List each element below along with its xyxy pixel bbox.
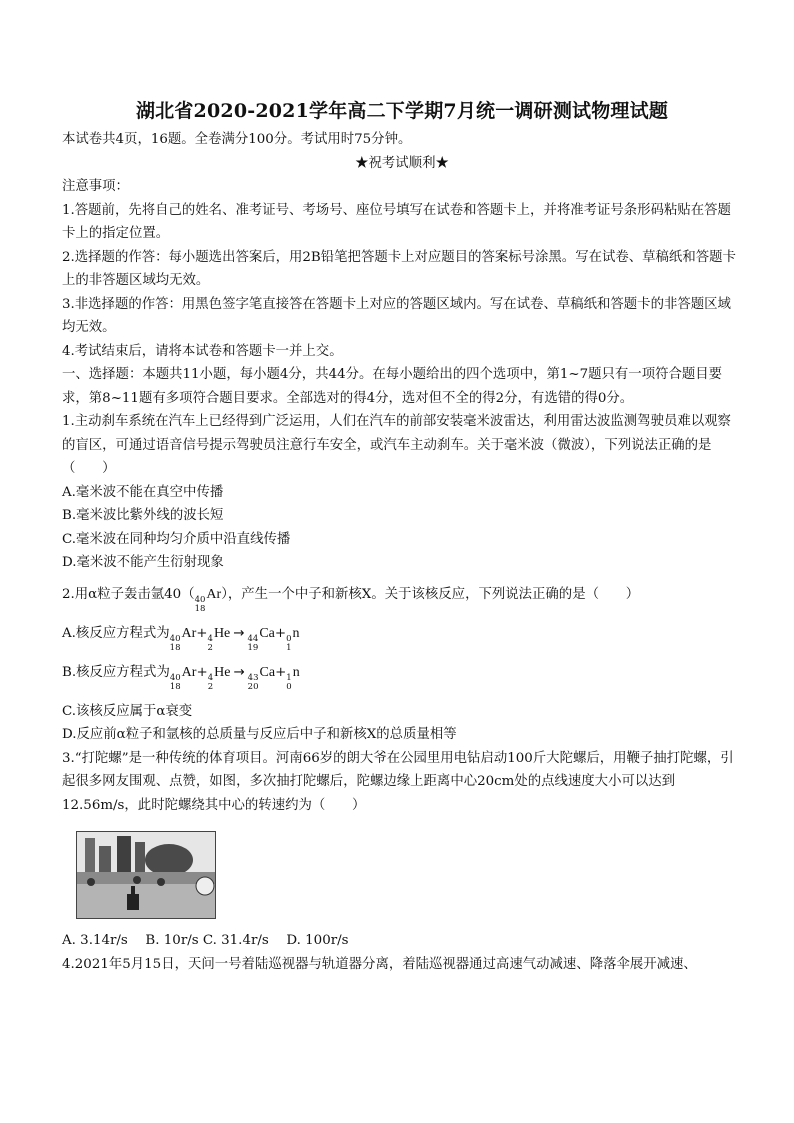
mass-number: 43 [247, 672, 259, 683]
notice-title: 注意事项： [62, 179, 129, 194]
mass-number: 1 [286, 672, 292, 683]
ar-mass: 40 [194, 594, 206, 605]
q2-option-d: D.反应前α粒子和氩核的总质量与反应后中子和新核X的总质量相等 [62, 727, 457, 742]
mass-number: 0 [286, 633, 292, 644]
charge-number: 1 [286, 642, 292, 653]
charge-number: 19 [247, 642, 259, 653]
q2-stem [62, 583, 742, 614]
notice-3: 3.非选择题的作答：用黑色签字笔直接答在答题卡上对应的答题区域内。写在试卷、草稿纸和答题卡的非答题区域均无效。 [62, 296, 731, 335]
q3-options: A. 3.14r/s B. 10r/s C. 31.4r/s D. 100r/s [62, 933, 349, 948]
nuclide-ar [170, 661, 197, 692]
element-symbol: He [213, 625, 231, 641]
photo-illustration [77, 832, 215, 918]
element-symbol: n [292, 664, 300, 680]
nuclide-n [286, 622, 299, 653]
intro-text: 本试卷共4页，16题。全卷满分100分。考试用时75分钟。 [62, 132, 412, 147]
q1-stem: 1.主动刹车系统在汽车上已经得到广泛运用，人们在汽车的前部安装毫米波雷达，利用雷达波监测驾驶员难以观察的盲区，可通过语音信号提示驾驶员注意行车安全，或汽车主动刹车。关于毫米波（微波），下列说法正确的是（ ） [62, 414, 731, 476]
charge-number: 18 [169, 681, 181, 692]
nuclide-ar [170, 622, 197, 653]
charge-number: 2 [207, 642, 213, 653]
spinning-top-photo [76, 831, 216, 919]
q2-b-label: B.核反应方程式为 [62, 664, 170, 680]
charge-number: 0 [286, 681, 292, 692]
nuclide-he [208, 622, 231, 653]
element-symbol: Ca [259, 625, 275, 641]
charge-number: 18 [169, 642, 181, 653]
ar-charge: 18 [194, 603, 206, 614]
nuclide-ar [195, 583, 222, 614]
mass-number: 4 [207, 633, 213, 644]
q2-option-b [62, 661, 742, 692]
mass-number: 4 [207, 672, 214, 683]
q2-stem-pre: 2.用α粒子轰击氩40（ [62, 586, 195, 602]
notice-2: 2.选择题的作答：每小题选出答案后，用2B铅笔把答题卡上对应题目的答案标号涂黑。写在试卷、草稿纸和答题卡上的非答题区域均无效。 [62, 249, 736, 288]
notice-1: 1.答题前，先将自己的姓名、准考证号、考场号、座位号填写在试卷和答题卡上，并将准考证号条形码粘贴在答题卡上的指定位置。 [62, 202, 731, 241]
q4-stem: 4.2021年5月15日，天问一号着陆巡视器与轨道器分离，着陆巡视器通过高速气动减速、降落伞展开减速、 [62, 956, 697, 972]
q2-option-c: C.该核反应属于α衰变 [62, 703, 193, 719]
mass-number: 40 [169, 633, 181, 644]
element-symbol: Ca [259, 664, 276, 680]
charge-number: 20 [247, 681, 259, 692]
page-title: 湖北省2020-2021学年高二下学期7月统一调研测试物理试题 [135, 100, 669, 122]
q1-option-d: D.毫米波不能产生衍射现象 [62, 555, 224, 570]
document-page [62, 96, 742, 976]
q3-stem: 3.“打陀螺”是一种传统的体育项目。河南66岁的朗大爷在公园里用电钻启动100斤大陀螺后，用鞭子抽打陀螺，引起很多网友围观、点赞，如图，多次抽打陀螺后，陀螺边缘上距离中心20cm处的点线速度大小可以达到12.56m/s，此时陀螺绕其中心的转速约为（ ） [62, 750, 734, 813]
element-symbol: n [292, 625, 300, 641]
plus-sign: + [196, 625, 208, 641]
mass-number: 44 [247, 633, 259, 644]
nuclide-ca [248, 622, 275, 653]
mass-number: 40 [169, 672, 181, 683]
charge-number: 2 [207, 681, 214, 692]
plus-sign: + [275, 664, 287, 680]
ar-symbol: Ar [206, 586, 222, 602]
plus-sign: + [196, 664, 208, 680]
nuclide-ca [248, 661, 275, 692]
notice-4: 4.考试结束后，请将本试卷和答题卡一并上交。 [62, 343, 343, 359]
q1-option-c: C.毫米波在同种均匀介质中沿直线传播 [62, 531, 291, 547]
q1-option-b: B.毫米波比紫外线的波长短 [62, 508, 224, 523]
wish-text: ★祝考试顺利★ [355, 155, 449, 171]
section-1-instructions: 一、选择题：本题共11小题，每小题4分，共44分。在每小题给出的四个选项中，第1~7题只有一项符合题目要求，第8~11题有多项符合题目要求。全部选对的得4分，选对但不全的得2分，有选错的得0分。 [62, 367, 723, 406]
element-symbol: Ar [181, 625, 197, 641]
reaction-arrow: → [233, 625, 245, 641]
element-symbol: Ar [181, 664, 197, 680]
nuclide-he [208, 661, 231, 692]
plus-sign: + [274, 625, 287, 641]
q1-option-a: A.毫米波不能在真空中传播 [62, 484, 224, 500]
element-symbol: He [214, 664, 231, 680]
reaction-arrow: → [233, 664, 245, 680]
q2-stem-post: ），产生一个中子和新核X。关于该核反应，下列说法正确的是（ ） [221, 586, 640, 602]
nuclide-n [286, 661, 299, 692]
q2-a-label: A.核反应方程式为 [62, 625, 170, 641]
q2-option-a [62, 622, 742, 653]
